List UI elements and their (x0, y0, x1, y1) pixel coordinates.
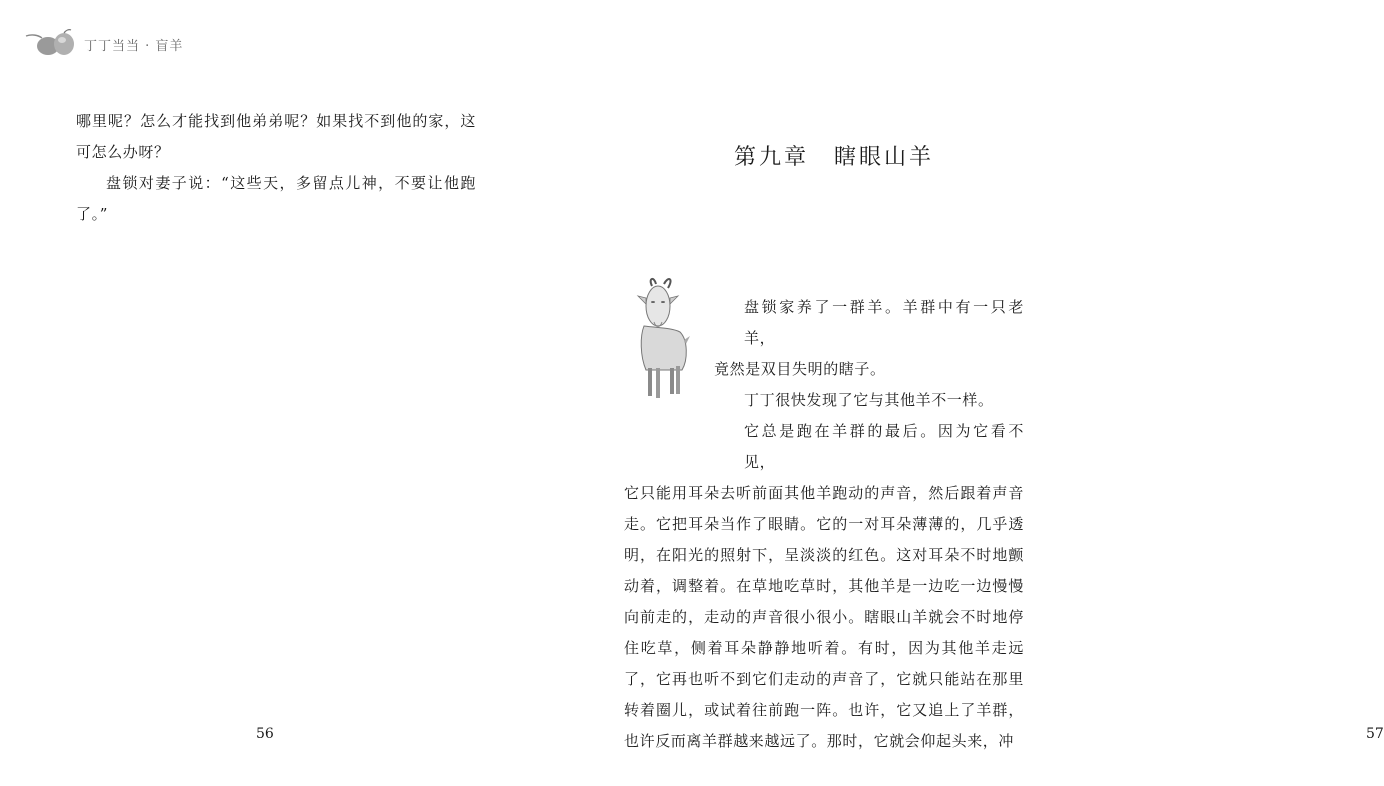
paragraph: 盘锁对妻子说：“这些天，多留点儿神，不要让他跑了。” (76, 174, 476, 223)
paragraph: 它只能用耳朵去听前面其他羊跑动的声音，然后跟着声音走。它把耳朵当作了眼睛。它的一对耳朵薄薄的，几乎透明，在阳光的照射下，呈淡淡的红色。这对耳朵不时地颤动着，调整着。在草地吃草时，其他羊是一边吃一边慢慢向前走的，走动的声音很小很小。瞎眼山羊就会不时地停住吃草，侧着耳朵静静地听着。有时，因为其他羊走远了，它再也听不到它们走动的声音了，它就只能站在那里转着圈儿，或试着往前跑一阵。也许，它又追上了羊群，也许反而离羊群越来越远了。那时，它就会仰起头来，冲 (624, 484, 1024, 750)
left-page-body (76, 106, 476, 230)
right-page-body (624, 292, 1024, 757)
text-line: 它总是跑在羊群的最后。因为它看不见， (744, 422, 1024, 471)
page-number: 57 (1366, 726, 1384, 742)
chapter-title: 第九章 瞎眼山羊 (734, 145, 935, 170)
text-line: 丁丁很快发现了它与其他羊不一样。 (744, 391, 994, 409)
text-line: 竟然是双目失明的瞎子。 (714, 360, 886, 378)
series-title: 丁丁当当 · 盲羊 (84, 38, 184, 54)
text-line: 盘锁家养了一群羊。羊群中有一只老羊， (744, 298, 1024, 347)
left-page (0, 0, 548, 786)
paragraph: 哪里呢？怎么才能找到他弟弟呢？如果找不到他的家，这可怎么办呀？ (76, 112, 476, 161)
page-number: 56 (256, 726, 274, 742)
